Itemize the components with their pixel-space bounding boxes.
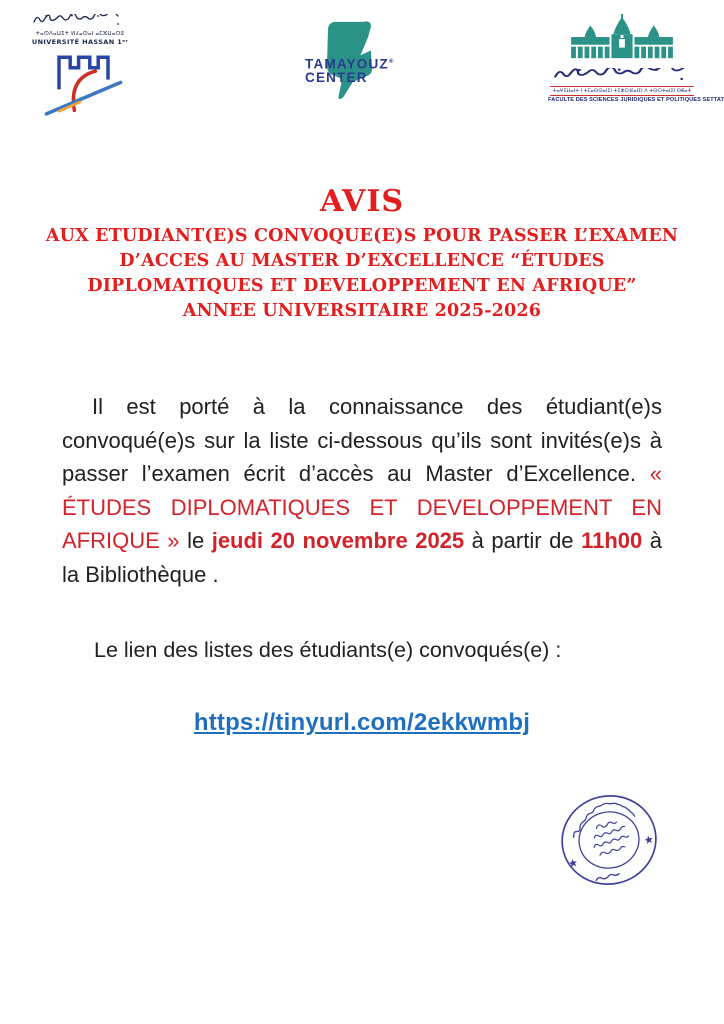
faculty-building-icon	[567, 14, 677, 62]
link-container	[0, 709, 724, 737]
notice-title: AVIS	[319, 184, 405, 219]
exam-location: à la Bibliothèque .	[62, 528, 662, 587]
tamayouz-logo	[297, 18, 427, 104]
body-le: le	[187, 528, 212, 553]
divider-rule-top	[550, 86, 694, 87]
tamayouz-line1: TAMAYOUZ	[305, 56, 389, 72]
subtitle-line: ANNEE UNIVERSITAIRE 2025-2026	[182, 301, 542, 321]
faculty-name-label: FACULTE DES SCIENCES JURIDIQUES ET POLITIQUES SETTAT	[548, 97, 724, 103]
tamayouz-line2: CENTER	[305, 69, 368, 85]
subtitle-line: DIPLOMATIQUES ET DEVELOPPEMENT EN AFRIQUE”	[87, 276, 637, 296]
tamayouz-wordmark	[305, 56, 393, 84]
notice-subtitle	[0, 224, 724, 324]
exam-time: 11h00	[581, 528, 650, 553]
university-tifinagh-label: ⵜⴰⵙⴷⴰⵡⵉⵜ ⵍⵃⴰⵙⴰⵏ ⴰⵎⵣⵡⴰⵔⵓ	[35, 31, 125, 37]
tinyurl-link[interactable]: https://tinyurl.com/2ekkwmbj	[193, 709, 531, 736]
university-hassan-logo	[28, 12, 132, 121]
body-apartir: à partir de	[471, 528, 582, 553]
university-arabic-script-icon	[30, 14, 130, 25]
list-link-label: Le lien des listes des étudiants(e) convoqués(e) :	[94, 638, 562, 662]
divider-rule-bottom	[550, 95, 694, 96]
faculty-tifinagh-label: ⵜⴰⵖⵉⵡⴰⵏⵜ ⵏ ⵜⵎⴰⵙⵙⴰⵏⵉⵏ ⵜⵉⵣⵔⴼⴰⵏⵉⵏ ⴷ ⵜⵙⵔⵜⴰⵏⵉⵏ ⵙⵟⴰⵜ	[552, 88, 692, 94]
header	[0, 0, 724, 120]
subtitle-line: D’ACCES AU MASTER D’EXCELLENCE “ÉTUDES	[119, 251, 605, 271]
exam-date: jeudi 20 novembre 2025	[211, 528, 472, 553]
faculty-logo	[548, 14, 724, 103]
faculty-arabic-script-icon	[551, 68, 693, 80]
castle-icon	[30, 46, 130, 116]
university-name-label: UNIVERSITÉ HASSAN 1ᵉʳ	[31, 38, 129, 46]
registered-mark: ®	[388, 59, 394, 65]
subtitle-line: AUX ETUDIANT(E)S CONVOQUE(E)S POUR PASSER L’EXAMEN	[45, 226, 679, 246]
body-intro: Il est porté à la connaissance des étudiant(e)s convoqué(e)s sur la liste ci-dessous qu’ils sont invités(e)s à passer l’examen écrit d’accès au Master d’Excellence.	[62, 394, 662, 486]
program-name: « ÉTUDES DIPLOMATIQUES ET DEVELOPPEMENT EN AFRIQUE »	[62, 461, 662, 553]
faculty-stamp-icon	[554, 788, 664, 892]
body-paragraph	[62, 390, 662, 591]
